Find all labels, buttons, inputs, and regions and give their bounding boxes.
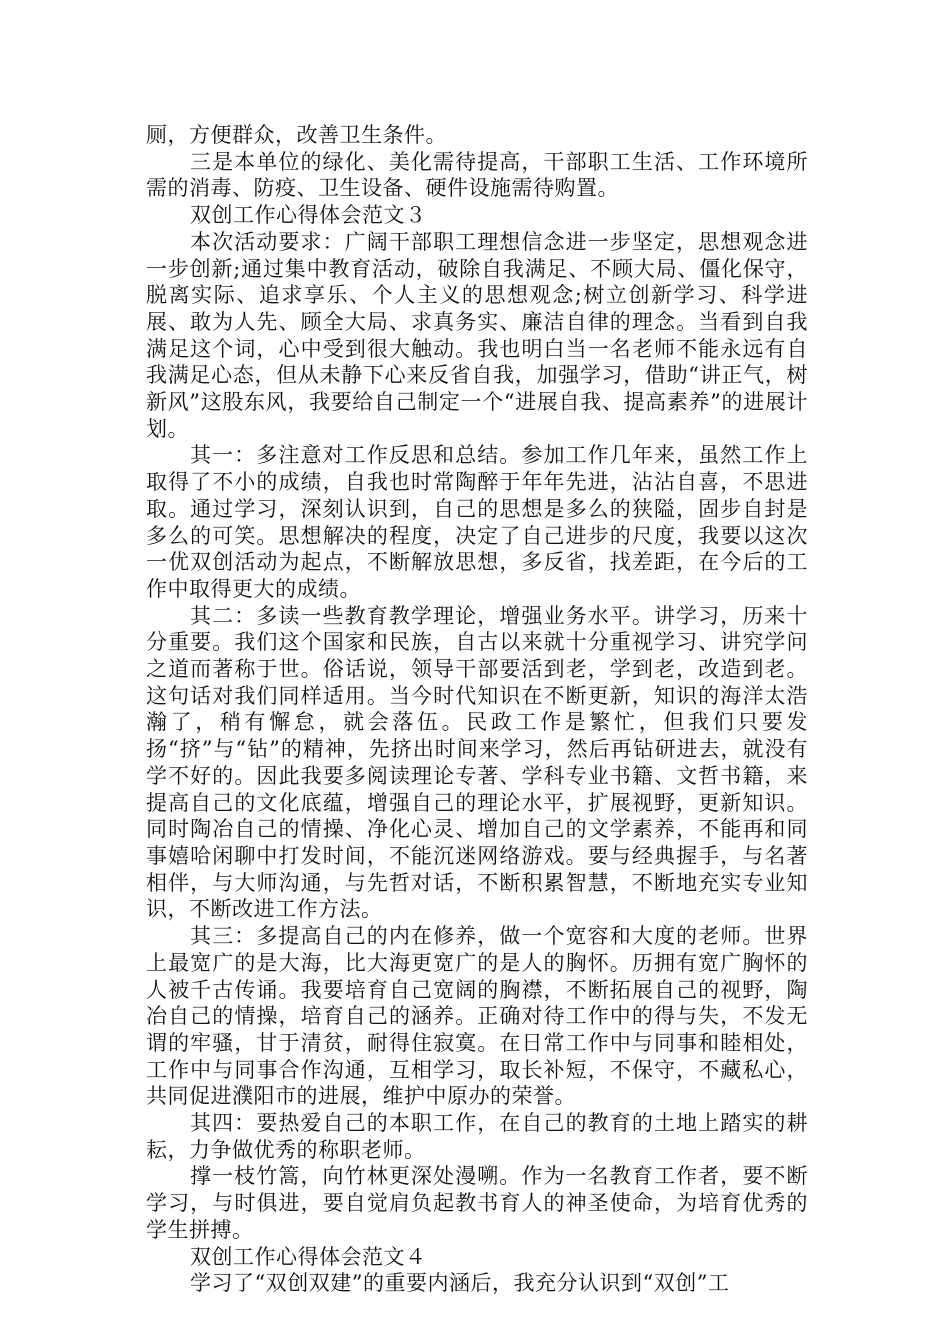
section-heading-4: 双创工作心得体会范文４ [190,1244,427,1269]
section-heading-3: 双创工作心得体会范文３ [190,203,427,228]
paragraph-third-point: 三是本单位的绿化、美化需待提高，干部职工生活、工作环境所需的消毒、防疫、卫生设备、硬件设施需待购置。 [146,149,808,201]
paragraph-point-four: 其四：要热爱自己的本职工作，在自己的教育的土地上踏实的耕耘，力争做优秀的称职老师。 [146,1111,808,1162]
paragraph-double-creation-intro: 学习了“双创双建”的重要内涵后，我充分认识到“双创”工 [190,1271,730,1296]
paragraph-point-two: 其二：多读一些教育教学理论，增强业务水平。讲学习，历来十分重要。我们这个国家和民族，自古以来就十分重视学习、讲究学问之道而著称于世。俗话说，领导干部要活到老，学到老，改造到老。这句话对我们同样适用。当今时代知识在不断更新，知识的海洋太浩瀚了，稍有懈怠，就会落伍。民政工作是繁忙，但我们只要发扬“挤”与“钻”的精神，先挤出时间来学习，然后再钻研进去，就没有学不好的。因此我要多阅读理论专著、学科专业书籍、文哲书籍，来提高自己的文化底蕴，增强自己的理论水平，扩展视野，更新知识。同时陶冶自己的情操、净化心灵、增加自己的文学素养，不能再和同事嬉哈闲聊中打发时间，不能沉迷网络游戏。要与经典握手，与名著相伴，与大师沟通，与先哲对话，不断积累智慧，不断地充实专业知识，不断改进工作方法。 [146,603,808,922]
paragraph-point-three: 其三：多提高自己的内在修养，做一个宽容和大度的老师。世界上最宽广的是大海，比大海更宽广的是人的胸怀。历拥有宽广胸怀的人被千古传诵。我要培育自己宽阔的胸襟，不断拓展自己的视野，陶冶自己的情操，培育自己的涵养。正确对待工作中的得与失，不发无谓的牢骚，甘于清贫，耐得住寂寞。在日常工作中与同事和睦相处，工作中与同事合作沟通，互相学习，取长补短，不保守，不藏私心，共同促进濮阳市的进展，维护中原办的荣誉。 [146,924,808,1109]
paragraph-closing: 撑一枝竹篙，向竹林更深处漫嗍。作为一名教育工作者，要不断学习，与时俱进，要自觉肩负起教书育人的神圣使命，为培育优秀的学生拼搏。 [146,1164,808,1242]
paragraph-activity-requirements: 本次活动要求：广阔干部职工理想信念进一步坚定，思想观念进一步创新;通过集中教育活动，破除自我满足、不顾大局、僵化保守，脱离实际、追求享乐、个人主义的思想观念;树立创新学习、科学进展、敢为人先、顾全大局、求真务实、廉洁自律的理念。当看到自我满足这个词，心中受到很大触动。我也明白当一名老师不能永远有自我满足心态，但从未静下心来反省自我，加强学习，借助“讲正气，树新风”这股东风，我要给自己制定一个“进展自我、提高素养”的进展计划。 [146,229,808,441]
paragraph-continuation: 厕，方便群众，改善卫生条件。 [146,123,447,147]
paragraph-point-one: 其一：多注意对工作反思和总结。参加工作几年来，虽然工作上取得了不小的成绩，自我也时常陶醉于年年先进，沾沾自喜，不思进取。通过学习，深刻认识到，自己的思想是多么的狭隘，固步自封是多么的可笑。思想解决的程度，决定了自己进步的尺度，我要以这次一优双创活动为起点，不断解放思想，多反省，找差距，在今后的工作中取得更大的成绩。 [146,443,808,601]
document-body [146,122,808,1297]
